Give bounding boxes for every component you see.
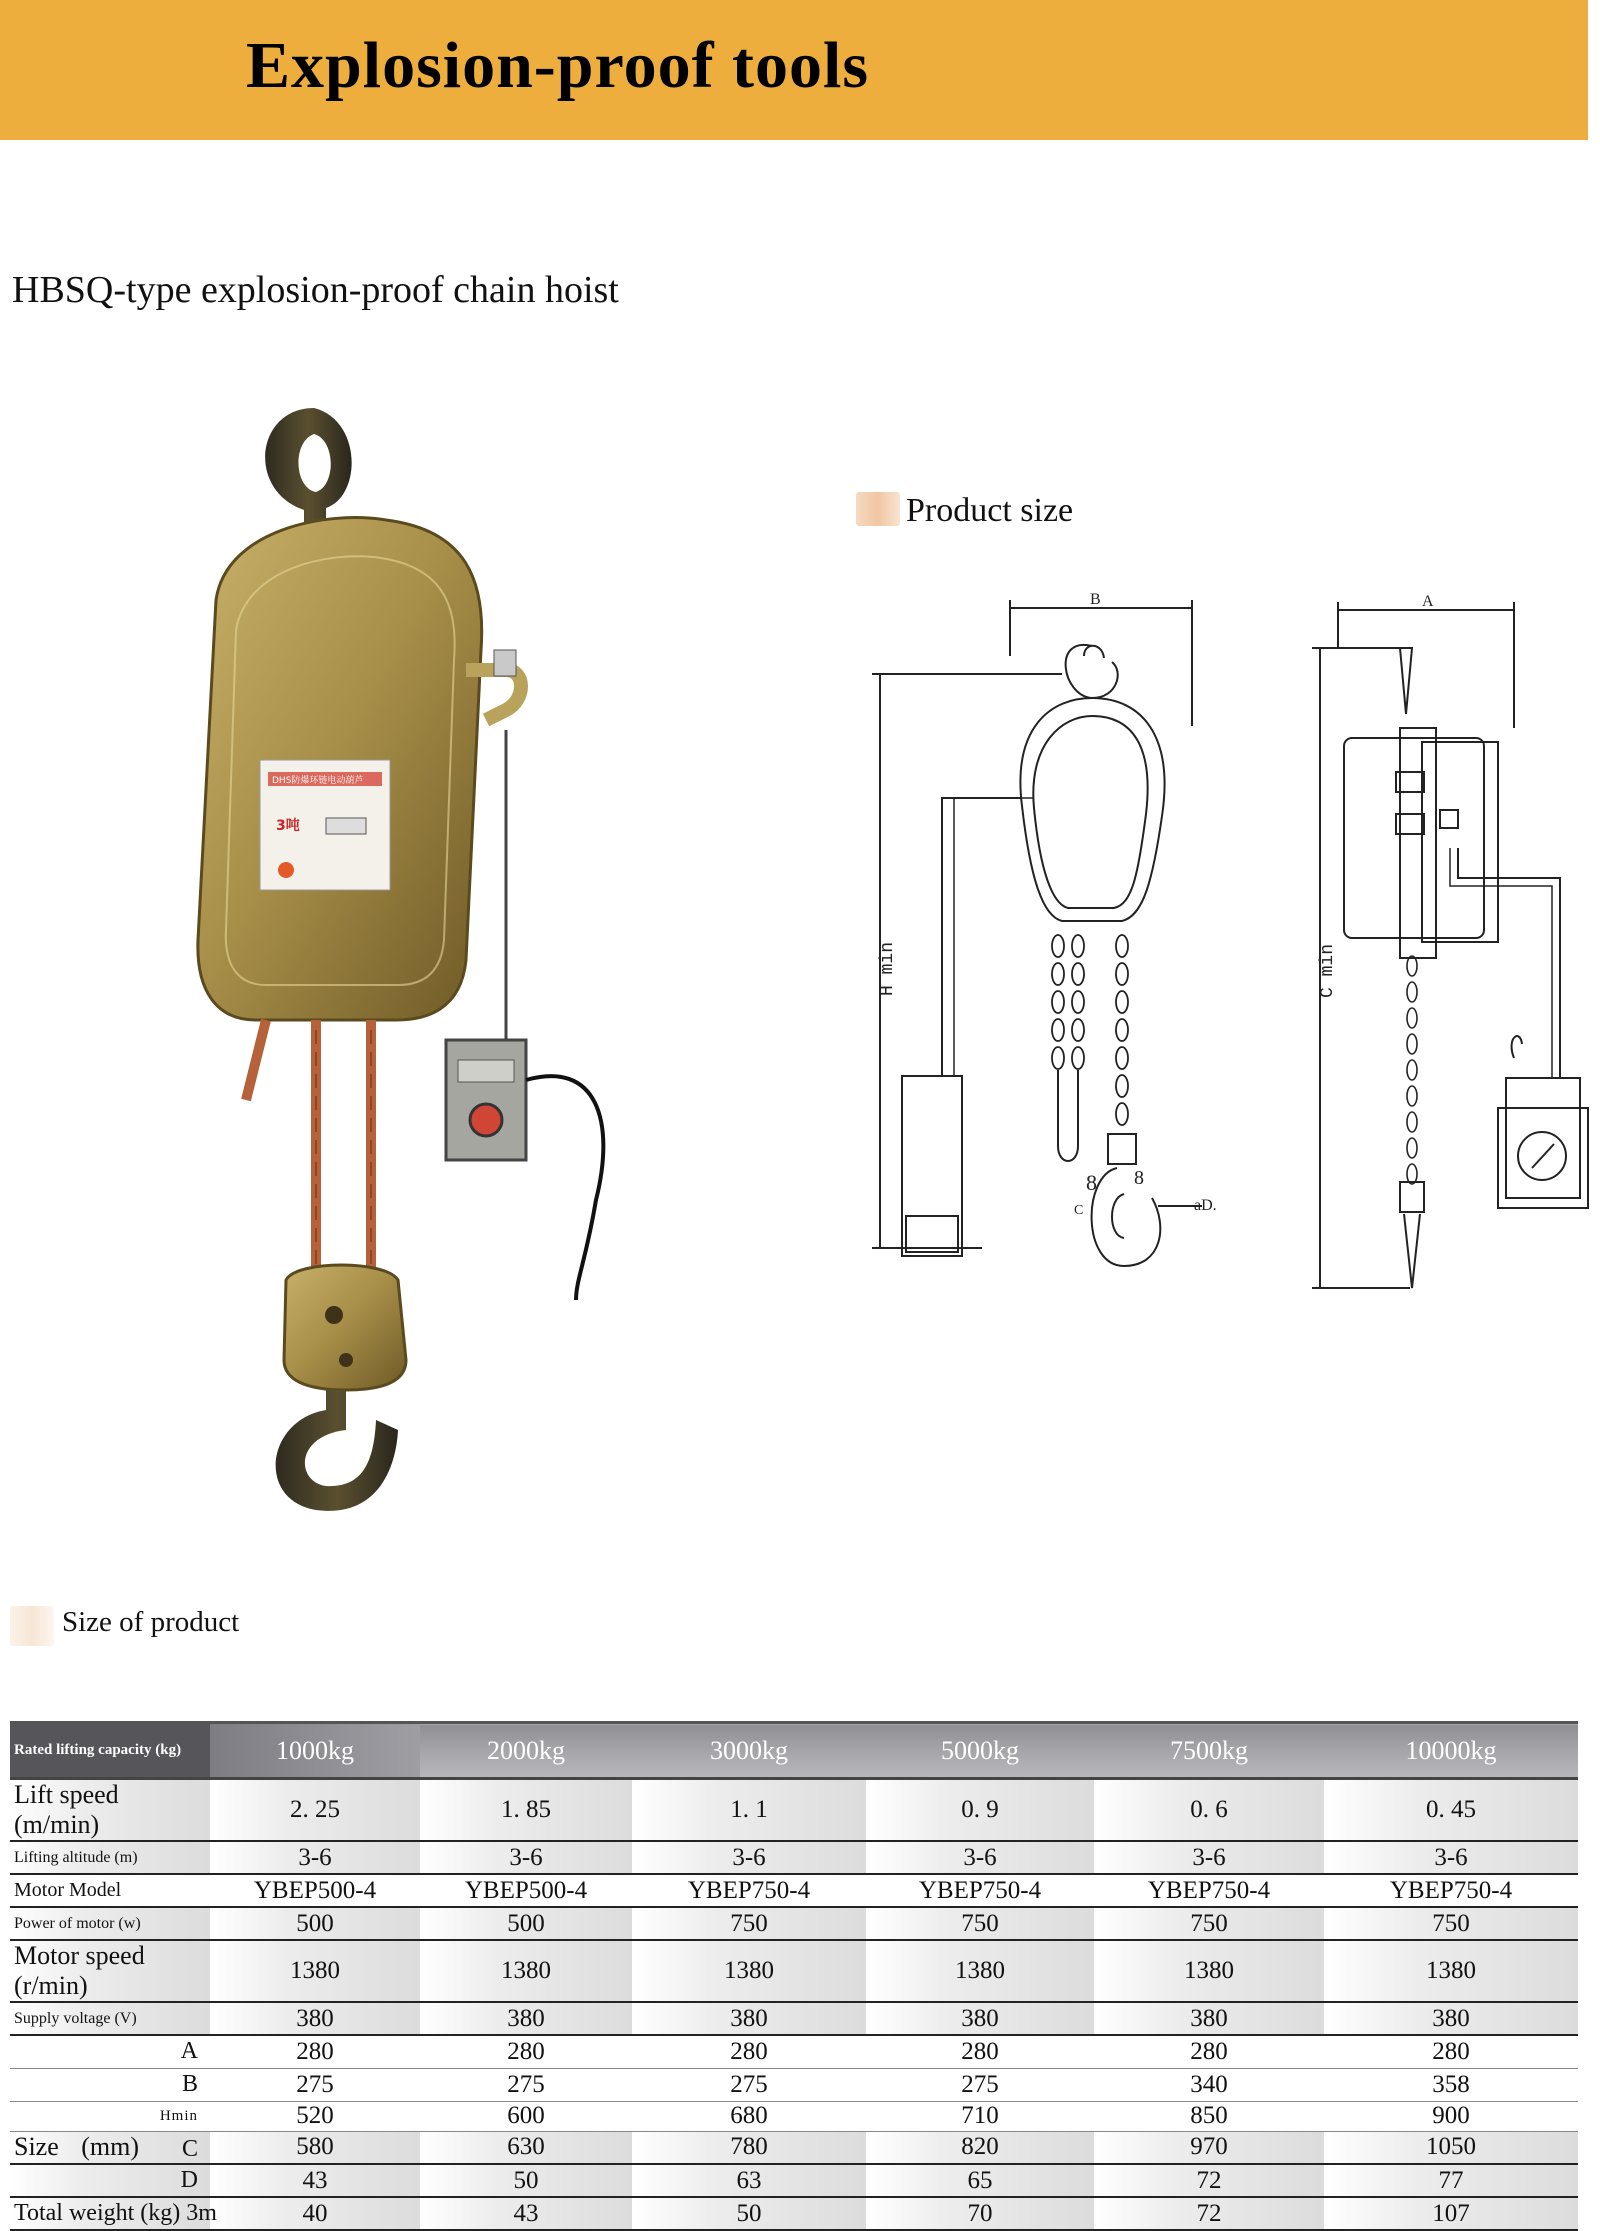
row-label: Power of motor (w) — [10, 1907, 210, 1940]
table-cell: 1380 — [1094, 1940, 1324, 2002]
table-cell: 280 — [1324, 2035, 1578, 2068]
table-cell: 580 — [210, 2131, 420, 2164]
size-unit: (mm) — [81, 2132, 140, 2162]
table-cell: 1380 — [420, 1940, 632, 2002]
size-label-cell — [10, 2131, 210, 2164]
table-cell: 850 — [1094, 2101, 1324, 2131]
size-label: Size — [14, 2132, 59, 2162]
table-cell: 380 — [210, 2002, 420, 2035]
table-cell: 1380 — [1324, 1940, 1578, 2002]
table-cell: 65 — [866, 2164, 1094, 2197]
capacity-cell: 1000kg — [210, 1723, 420, 1779]
table-row — [10, 1940, 1578, 2002]
table-cell: 520 — [210, 2101, 420, 2131]
sticker-line1: DHS防爆环链电动葫芦 — [272, 776, 364, 786]
table-cell: 0. 6 — [1094, 1779, 1324, 1842]
size-sub-label: Hmin — [10, 2101, 210, 2131]
table-cell: 710 — [866, 2101, 1094, 2131]
table-cell: 3-6 — [866, 1841, 1094, 1874]
table-cell: 340 — [1094, 2068, 1324, 2101]
dim-8-right: 8 — [1134, 1167, 1144, 1189]
size-sub-label: C — [181, 2135, 198, 2162]
row-label: Lift speed (m/min) — [10, 1779, 210, 1842]
table-cell: 600 — [420, 2101, 632, 2131]
hook-block — [284, 1265, 406, 1390]
header-banner — [0, 0, 1588, 140]
table-cell: 3-6 — [420, 1841, 632, 1874]
table-cell: 63 — [632, 2164, 866, 2197]
capacity-cell: 2000kg — [420, 1723, 632, 1779]
table-cell: 43 — [210, 2164, 420, 2197]
table-cell: 380 — [1094, 2002, 1324, 2035]
size-row-c — [10, 2131, 1578, 2164]
table-cell: 358 — [1324, 2068, 1578, 2101]
size-row-d — [10, 2164, 1578, 2197]
dim-h-label: H min — [878, 941, 898, 996]
header-label: Rated lifting capacity (kg) — [10, 1723, 210, 1779]
table-cell: YBEP750-4 — [1324, 1874, 1578, 1907]
side-dimension-diagram — [1300, 588, 1600, 1288]
table-cell: 1380 — [632, 1940, 866, 2002]
table-cell: 280 — [632, 2035, 866, 2068]
size-row-a — [10, 2035, 1578, 2068]
table-cell: 970 — [1094, 2131, 1324, 2164]
table-cell: YBEP750-4 — [632, 1874, 866, 1907]
table-cell: 3-6 — [1094, 1841, 1324, 1874]
table-cell: 380 — [420, 2002, 632, 2035]
table-cell: 77 — [1324, 2164, 1578, 2197]
table-cell: 900 — [1324, 2101, 1578, 2131]
table-cell: 500 — [420, 1907, 632, 1940]
front-dimension-diagram — [862, 586, 1234, 1286]
size-sub-label: B — [10, 2068, 210, 2101]
table-cell: 750 — [1094, 1907, 1324, 1940]
table-cell: 380 — [632, 2002, 866, 2035]
table-cell: 70 — [866, 2197, 1094, 2230]
dim-a-label: A — [1422, 593, 1434, 610]
table-cell: 2. 25 — [210, 1779, 420, 1842]
row-label: Lifting altitude (m) — [10, 1841, 210, 1874]
table-cell: 50 — [420, 2164, 632, 2197]
row-label: Motor speed (r/min) — [10, 1940, 210, 2002]
table-cell: 50 — [632, 2197, 866, 2230]
table-cell: 40 — [210, 2197, 420, 2230]
table-cell: 107 — [1324, 2197, 1578, 2230]
dim-c-side-label: C min — [1318, 943, 1338, 998]
table-cell: 280 — [1094, 2035, 1324, 2068]
dim-c-label: C — [1074, 1203, 1084, 1218]
table-row — [10, 1841, 1578, 1874]
size-row-b — [10, 2068, 1578, 2101]
page-title: Explosion-proof tools — [246, 29, 870, 102]
weight-row — [10, 2197, 1578, 2230]
product-size-marker — [856, 492, 900, 526]
table-cell: 0. 9 — [866, 1779, 1094, 1842]
table-cell: YBEP750-4 — [866, 1874, 1094, 1907]
table-cell: 750 — [632, 1907, 866, 1940]
spec-table — [10, 1721, 1578, 2231]
capacity-cell: 3000kg — [632, 1723, 866, 1779]
table-cell: YBEP500-4 — [420, 1874, 632, 1907]
table-cell: 680 — [632, 2101, 866, 2131]
table-row — [10, 1874, 1578, 1907]
table-row — [10, 1779, 1578, 1842]
table-cell: 780 — [632, 2131, 866, 2164]
dim-ad-label: aD. — [1194, 1197, 1217, 1214]
table-cell: 1. 85 — [420, 1779, 632, 1842]
table-cell: 275 — [632, 2068, 866, 2101]
sticker-line2: 3吨 — [276, 818, 300, 834]
table-cell: 280 — [420, 2035, 632, 2068]
capacity-cell: 5000kg — [866, 1723, 1094, 1779]
size-sub-label: D — [10, 2164, 210, 2197]
capacity-cell: 7500kg — [1094, 1723, 1324, 1779]
product-subtitle: HBSQ-type explosion-proof chain hoist — [12, 269, 619, 311]
table-cell: 72 — [1094, 2197, 1324, 2230]
control-box — [446, 1040, 526, 1160]
table-cell: 3-6 — [210, 1841, 420, 1874]
table-cell: 275 — [210, 2068, 420, 2101]
table-cell: 3-6 — [1324, 1841, 1578, 1874]
table-cell: 1050 — [1324, 2131, 1578, 2164]
table-cell: 1380 — [866, 1940, 1094, 2002]
table-row — [10, 2002, 1578, 2035]
table-header-row — [10, 1723, 1578, 1779]
dim-b-label: B — [1090, 591, 1101, 608]
table-cell: 280 — [866, 2035, 1094, 2068]
table-cell: 0. 45 — [1324, 1779, 1578, 1842]
size-of-product-marker — [10, 1606, 54, 1646]
row-label: Motor Model — [10, 1874, 210, 1907]
table-cell: 750 — [866, 1907, 1094, 1940]
size-of-product-heading: Size of product — [62, 1606, 240, 1638]
table-cell: 3-6 — [632, 1841, 866, 1874]
table-cell: 280 — [210, 2035, 420, 2068]
product-size-heading: Product size — [906, 492, 1074, 529]
capacity-cell: 10000kg — [1324, 1723, 1578, 1779]
table-cell: 750 — [1324, 1907, 1578, 1940]
table-cell: 275 — [420, 2068, 632, 2101]
table-row — [10, 1907, 1578, 1940]
dim-8-left: 8 — [1086, 1170, 1097, 1195]
table-cell: 72 — [1094, 2164, 1324, 2197]
table-cell: 380 — [1324, 2002, 1578, 2035]
table-cell: 275 — [866, 2068, 1094, 2101]
table-cell: 1. 1 — [632, 1779, 866, 1842]
table-cell: 43 — [420, 2197, 632, 2230]
table-cell: 1380 — [210, 1940, 420, 2002]
table-cell: YBEP750-4 — [1094, 1874, 1324, 1907]
table-cell: 820 — [866, 2131, 1094, 2164]
table-cell: 500 — [210, 1907, 420, 1940]
size-row-hmin — [10, 2101, 1578, 2131]
size-sub-label: A — [10, 2035, 210, 2068]
table-cell: 380 — [866, 2002, 1094, 2035]
bottom-hook-icon — [276, 1390, 398, 1511]
hoist-photo — [176, 400, 626, 1520]
row-label: Total weight (kg) 3m — [10, 2197, 210, 2230]
table-cell: YBEP500-4 — [210, 1874, 420, 1907]
row-label: Supply voltage (V) — [10, 2002, 210, 2035]
table-cell: 630 — [420, 2131, 632, 2164]
